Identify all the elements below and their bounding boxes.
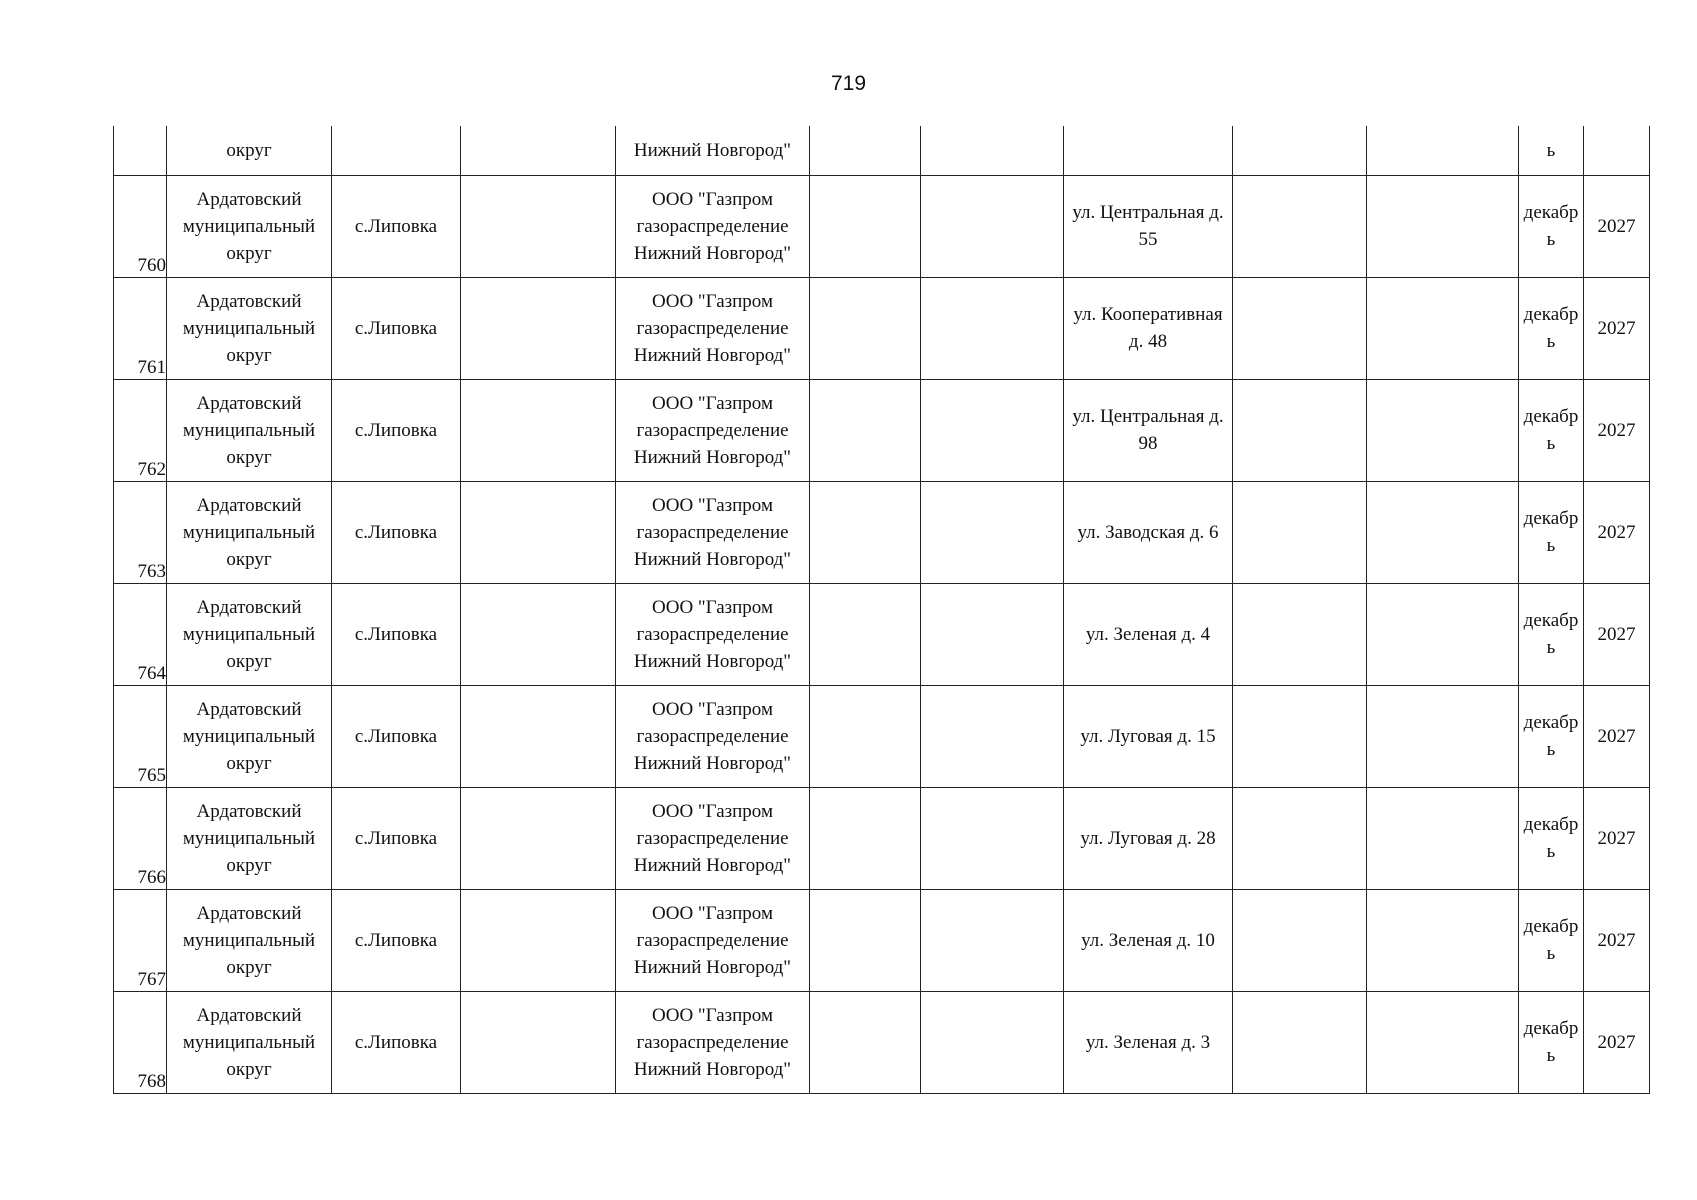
cell-operator [616,277,810,379]
cell-year [1584,481,1650,583]
cell-year [1584,991,1650,1093]
cell-address [1064,481,1233,583]
cell-empty [1233,379,1367,481]
district-text: Ардатовский муниципальный округ [182,800,316,876]
cell-empty [810,991,921,1093]
address-text: ул. Центральная д. 98 [1072,406,1224,454]
cell-month [1519,889,1584,991]
cell-empty [1367,583,1519,685]
cell-empty [461,685,616,787]
cell-empty [1233,685,1367,787]
cell-district [167,787,332,889]
cell-empty [461,379,616,481]
cell-empty [810,889,921,991]
cell-address [1064,583,1233,685]
cell-empty [921,481,1064,583]
table-row [114,277,1650,379]
district-text: Ардатовский муниципальный округ [182,392,316,468]
cell-operator [616,481,810,583]
cell-num [114,787,167,889]
cell-settlement [332,787,461,889]
cell-district [167,583,332,685]
district-text: округ [226,139,272,161]
cell-settlement [332,481,461,583]
district-text: Ардатовский муниципальный округ [182,902,316,978]
cell-empty [921,175,1064,277]
cell-num [114,889,167,991]
cell-empty [1367,175,1519,277]
cell-empty [810,583,921,685]
cell-empty [921,583,1064,685]
cell-empty [810,787,921,889]
cell-month [1519,685,1584,787]
cell-month [1519,277,1584,379]
cell-empty [810,379,921,481]
cell-empty [461,991,616,1093]
year-text: 2027 [1597,827,1636,849]
cell-empty [1367,685,1519,787]
cell-empty [810,175,921,277]
cell-address [1064,126,1233,175]
cell-empty [461,175,616,277]
cell-empty [1233,277,1367,379]
cell-settlement [332,126,461,175]
table-row [114,175,1650,277]
cell-year [1584,175,1650,277]
row-number: 764 [137,662,166,684]
table-row-partial [114,126,1650,175]
cell-empty [1233,991,1367,1093]
month-text: декабрь [1523,610,1579,658]
cell-empty [1367,277,1519,379]
cell-district [167,126,332,175]
cell-address [1064,379,1233,481]
cell-month [1519,379,1584,481]
cell-month [1519,583,1584,685]
month-text: декабрь [1523,916,1579,964]
cell-num [114,991,167,1093]
cell-address [1064,685,1233,787]
table-row [114,991,1650,1093]
cell-operator [616,787,810,889]
cell-operator [616,991,810,1093]
table-row [114,583,1650,685]
district-text: Ардатовский муниципальный округ [182,1004,316,1080]
cell-month [1519,175,1584,277]
cell-empty [921,277,1064,379]
address-text: ул. Зеленая д. 3 [1085,1031,1211,1053]
cell-district [167,379,332,481]
row-number: 763 [137,560,166,582]
settlement-text: с.Липовка [354,929,438,951]
cell-operator [616,889,810,991]
year-text: 2027 [1597,215,1636,237]
cell-empty [810,685,921,787]
cell-empty [1367,379,1519,481]
cell-num [114,685,167,787]
year-text: 2027 [1597,521,1636,543]
cell-operator [616,175,810,277]
cell-month [1519,481,1584,583]
address-text: ул. Луговая д. 28 [1080,827,1216,849]
row-number: 762 [137,458,166,480]
operator-text: ООО "Газпром газораспределение Нижний Новгород" [633,494,792,570]
cell-empty [1233,583,1367,685]
cell-empty [1367,787,1519,889]
settlement-text: с.Липовка [354,419,438,441]
cell-operator [616,126,810,175]
operator-text: ООО "Газпром газораспределение Нижний Новгород" [633,902,792,978]
cell-empty [461,787,616,889]
cell-month [1519,991,1584,1093]
month-text: декабрь [1523,814,1579,862]
address-text: ул. Заводская д. 6 [1077,521,1219,543]
settlement-text: с.Липовка [354,521,438,543]
cell-empty [810,481,921,583]
table-body [114,126,1650,1093]
cell-settlement [332,889,461,991]
operator-text: ООО "Газпром газораспределение Нижний Новгород" [633,800,792,876]
table-row [114,481,1650,583]
cell-district [167,685,332,787]
cell-month [1519,126,1584,175]
cell-year [1584,787,1650,889]
cell-year [1584,685,1650,787]
cell-district [167,991,332,1093]
year-text: 2027 [1597,317,1636,339]
cell-empty [921,991,1064,1093]
cell-operator [616,379,810,481]
table-row [114,685,1650,787]
settlement-text: с.Липовка [354,725,438,747]
cell-settlement [332,685,461,787]
year-text: 2027 [1597,725,1636,747]
operator-text: ООО "Газпром газораспределение Нижний Новгород" [633,698,792,774]
cell-year [1584,889,1650,991]
cell-empty [810,277,921,379]
row-number: 765 [137,764,166,786]
cell-num [114,481,167,583]
year-text: 2027 [1597,419,1636,441]
cell-address [1064,175,1233,277]
cell-operator [616,685,810,787]
cell-empty [1233,126,1367,175]
cell-empty [1367,991,1519,1093]
cell-settlement [332,175,461,277]
address-text: ул. Зеленая д. 4 [1085,623,1211,645]
cell-settlement [332,991,461,1093]
cell-empty [461,481,616,583]
address-text: ул. Луговая д. 15 [1080,725,1216,747]
operator-text: ООО "Газпром газораспределение Нижний Новгород" [633,188,792,264]
year-text: 2027 [1597,929,1636,951]
page-number: 719 [830,72,867,95]
month-text: декабрь [1523,1018,1579,1066]
cell-year [1584,277,1650,379]
row-number: 768 [137,1070,166,1092]
cell-empty [1233,787,1367,889]
district-text: Ардатовский муниципальный округ [182,596,316,672]
cell-settlement [332,277,461,379]
cell-address [1064,991,1233,1093]
year-text: 2027 [1597,623,1636,645]
row-number: 760 [137,254,166,276]
cell-empty [461,126,616,175]
address-text: ул. Центральная д. 55 [1072,202,1224,250]
cell-empty [1367,481,1519,583]
operator-text: ООО "Газпром газораспределение Нижний Новгород" [633,290,792,366]
district-text: Ардатовский муниципальный округ [182,188,316,264]
table-row [114,379,1650,481]
address-text: ул. Кооперативная д. 48 [1073,304,1223,352]
month-text: ь [1546,139,1556,161]
district-text: Ардатовский муниципальный округ [182,494,316,570]
month-text: декабрь [1523,508,1579,556]
cell-district [167,889,332,991]
cell-empty [461,583,616,685]
month-text: декабрь [1523,304,1579,352]
settlement-text: с.Липовка [354,317,438,339]
month-text: декабрь [1523,712,1579,760]
month-text: декабрь [1523,202,1579,250]
cell-empty [921,787,1064,889]
address-text: ул. Зеленая д. 10 [1081,929,1215,951]
cell-year [1584,126,1650,175]
cell-month [1519,787,1584,889]
table-row [114,889,1650,991]
cell-address [1064,787,1233,889]
cell-empty [461,277,616,379]
operator-text: ООО "Газпром газораспределение Нижний Новгород" [633,1004,792,1080]
cell-num [114,175,167,277]
cell-empty [461,889,616,991]
cell-empty [921,126,1064,175]
cell-num [114,126,167,175]
row-number: 767 [137,968,166,990]
register-table [113,126,1650,1094]
cell-address [1064,889,1233,991]
operator-text: ООО "Газпром газораспределение Нижний Новгород" [633,392,792,468]
year-text: 2027 [1597,1031,1636,1053]
cell-empty [810,126,921,175]
district-text: Ардатовский муниципальный округ [182,290,316,366]
settlement-text: с.Липовка [354,215,438,237]
cell-empty [1233,481,1367,583]
settlement-text: с.Липовка [354,827,438,849]
operator-text: Нижний Новгород" [633,139,792,161]
cell-district [167,481,332,583]
cell-empty [921,889,1064,991]
cell-year [1584,379,1650,481]
cell-address [1064,277,1233,379]
cell-empty [921,379,1064,481]
operator-text: ООО "Газпром газораспределение Нижний Новгород" [633,596,792,672]
district-text: Ардатовский муниципальный округ [182,698,316,774]
cell-empty [1367,889,1519,991]
cell-district [167,277,332,379]
cell-empty [1233,175,1367,277]
row-number: 766 [137,866,166,888]
cell-empty [1233,889,1367,991]
cell-empty [921,685,1064,787]
table-row [114,787,1650,889]
cell-year [1584,583,1650,685]
cell-settlement [332,583,461,685]
cell-settlement [332,379,461,481]
cell-operator [616,583,810,685]
cell-district [167,175,332,277]
settlement-text: с.Липовка [354,623,438,645]
cell-num [114,277,167,379]
cell-num [114,379,167,481]
cell-empty [1367,126,1519,175]
month-text: декабрь [1523,406,1579,454]
row-number: 761 [137,356,166,378]
cell-num [114,583,167,685]
settlement-text: с.Липовка [354,1031,438,1053]
